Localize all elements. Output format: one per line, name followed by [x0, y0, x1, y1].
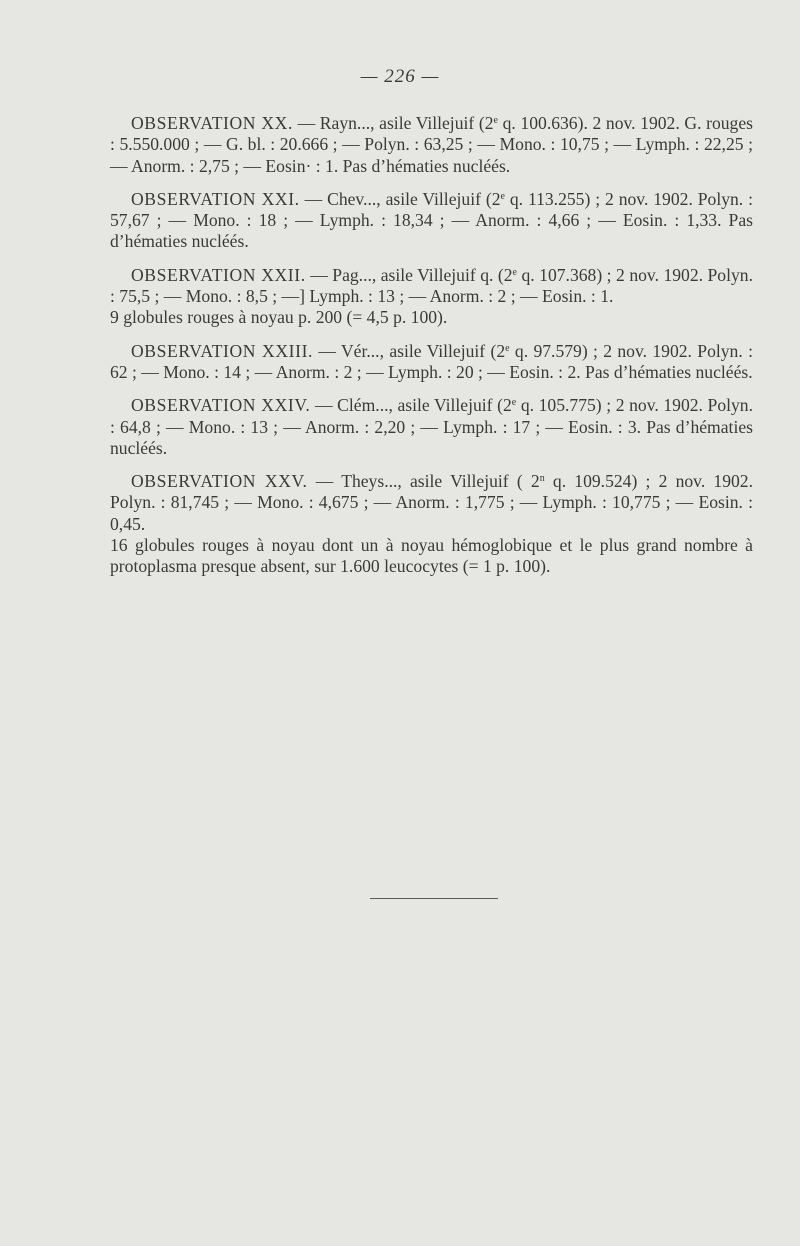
observation-note: 16 globules rouges à noyau dont un à noyau hémoglobique et le plus grand nombre à protoplasma presque absent, sur 1.600 leucocytes (= 1 p. 100).	[110, 535, 753, 577]
observation-body-start: — Chev..., asile Villejuif (2	[299, 188, 501, 209]
observation-xxiv	[110, 395, 753, 459]
observation-xxi	[110, 189, 753, 253]
footer-rule	[370, 898, 498, 899]
observation-body-start: — Pag..., asile Villejuif q. (2	[305, 264, 513, 285]
page-number: — 226 —	[360, 66, 440, 87]
observation-title: OBSERVATION XXII.	[131, 264, 306, 285]
ordinal-superscript: e	[500, 190, 505, 202]
observation-body-end: q. 97.579) ; 2 nov. 1902. Polyn. : 62 ; — Mono. : 14 ; — Anorm. : 2 ; — Lymph. : 20 ; — Eosin. : 2. Pas d’hématies nucléés.	[110, 340, 753, 382]
ordinal-superscript: e	[505, 342, 510, 354]
observation-xxv	[110, 471, 753, 577]
observation-title: OBSERVATION XXIII.	[131, 340, 314, 361]
observation-title: OBSERVATION XXI.	[131, 188, 300, 209]
observation-xx	[110, 113, 753, 177]
observation-body-end: q. 100.636). 2 nov. 1902. G. rouges : 5.550.000 ; — G. bl. : 20.666 ; — Polyn. : 63,25 ; — Mono. : 10,75 ; — Lymph. : 22,25 ; — Anorm. : 2,75 ; — Eosin· : 1. Pas d’hématies nucléés.	[110, 113, 754, 176]
observation-body-start: — Clém..., asile Villejuif (2	[310, 395, 512, 416]
observation-title: OBSERVATION XXV.	[131, 471, 308, 492]
observation-xxii	[110, 265, 753, 329]
ordinal-superscript: e	[512, 266, 517, 278]
observation-body-start: — Vér..., asile Villejuif (2	[313, 340, 506, 361]
observation-body-start: — Theys..., asile Villejuif ( 2	[307, 471, 540, 492]
observation-title: OBSERVATION XX.	[131, 113, 293, 133]
observation-title: OBSERVATION XXIV.	[131, 395, 311, 416]
observations-text	[110, 113, 753, 590]
observation-body-start: — Rayn..., asile Villejuif (2	[292, 113, 494, 133]
observation-body-end: q. 105.775) ; 2 nov. 1902. Polyn. : 64,8 ; — Mono. : 13 ; — Anorm. : 2,20 ; — Lymph. : 17 ; — Eosin. : 3. Pas d’hématies nucléés.	[110, 395, 753, 458]
ordinal-superscript: e	[493, 115, 498, 126]
observation-xxiii	[110, 341, 753, 384]
observation-body-end: q. 113.255) ; 2 nov. 1902. Polyn. : 57,67 ; — Mono. : 18 ; — Lymph. : 18,34 ; — Anorm. : 4,66 ; — Eosin. : 1,33. Pas d’hématies nucléés.	[110, 188, 753, 252]
ordinal-superscript: n	[539, 473, 545, 485]
observation-body-end: q. 107.368) ; 2 nov. 1902. Polyn. : 75,5 ; — Mono. : 8,5 ; —] Lymph. : 13 ; — Anorm. : 2 ; — Eosin. : 1.	[110, 264, 753, 307]
ordinal-superscript: e	[511, 397, 517, 409]
observation-body-end: q. 109.524) ; 2 nov. 1902. Polyn. : 81,745 ; — Mono. : 4,675 ; — Anorm. : 1,775 ; — Lymph. : 10,775 ; — Eosin. : 0,45.	[110, 471, 753, 534]
observation-note: 9 globules rouges à noyau p. 200 (= 4,5 p. 100).	[110, 307, 448, 328]
